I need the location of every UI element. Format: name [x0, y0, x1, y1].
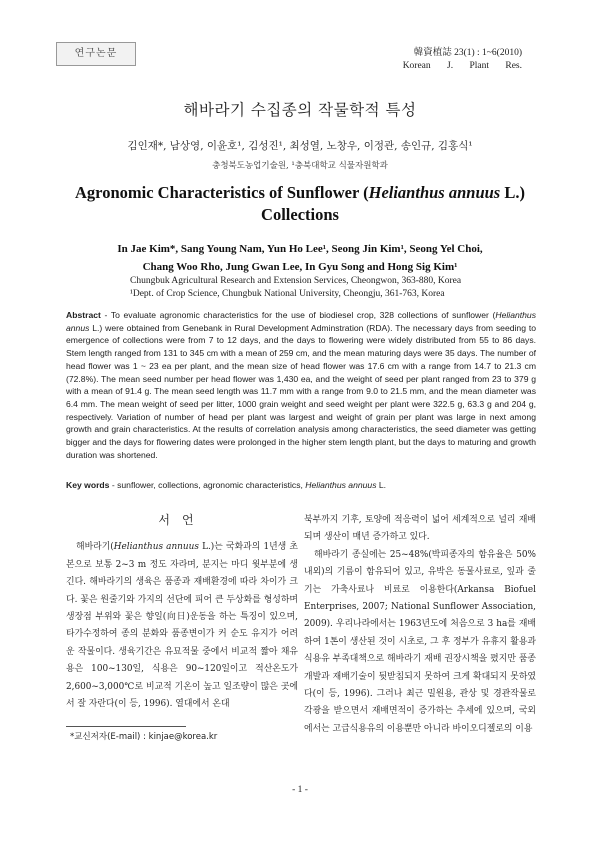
introduction-heading: 서언	[158, 513, 206, 527]
english-affiliation-line2: ¹Dept. of Crop Science, Chungbuk National University, Cheongju, 361-763, Korea	[130, 288, 445, 299]
abstract-text-a: - To evaluate agronomic characteristics for the use of biodiesel crop, 328 collections of sunflower (	[100, 310, 496, 320]
footnote-divider	[66, 726, 186, 727]
intro-paragraph-2: 해바라기 종실에는 25~48%(박피종자의 함유율은 50% 내외)의 기름이 함유되어 있고, 유박은 동물사료로, 잎과 줄기는 가축사료나 비료로 이용한다(Arkansa Biofuel Enterprises, 2007; National Sunflower Association, 2009). 우리나라에서는 1963년도에 처음으로 3 ha를 재배하여 1톤이 생산된 것이 시초로, 그 후 정부가 유휴지 활용과 식용유 부족대책으로 해바라기 재배 권장시책을 폈지만 품종개발과 재배기술이 뒷받침되지 못하여 크게 확대되지 못하였다(이 등, 1996). 그러나 최근 밀원용, 관상 및 경관작물로 각광을 받으면서 재배면적이 증가하는 추세에 있으며, 국외에서는 고급식용유의 이용뿐만 아니라 바이오디젤로의 이용	[304, 549, 536, 734]
english-authors-line2: Chang Woo Rho, Jung Gwan Lee, In Gyu Song and Hong Sig Kim¹	[142, 261, 458, 273]
article-type-tag: 연구논문	[56, 42, 136, 66]
korean-title: 해바라기 수집종의 작물학적 특성	[183, 101, 417, 119]
english-authors-line1: In Jae Kim*, Sang Young Nam, Yun Ho Lee¹, Seong Jin Kim¹, Seong Yel Choi,	[117, 243, 483, 255]
abstract	[66, 309, 536, 461]
english-title-part1: Agronomic Characteristics of Sunflower (	[75, 183, 369, 202]
intro-p1-species: Helianthus annuus	[113, 542, 199, 553]
abstract-text-b: L.) were obtained from Genebank in Rural Development Adminstration (RDA). The necessary days from seeding to emergence of collections were from 7 to 12 days, and the days to flowering were widely distributed from 55 to 86 days. Stem length ranged from 131 to 345 cm with a mean of 259 cm, and the mean maturing days were 35 days. The number of head flower was 1 ~ 23 ea per plant, and the mean size of head flower was 17.6 cm with a range from 14.7 to 21.3 cm (72.8%). The mean seed number per head flower was 1,430 ea, and the weight of seed per plant ranged from 23 to 379 g with a mean of 91.4 g. The mean seed length was 11.7 mm with a range from 9.0 to 21.5 mm, and the mean diameter was 6.4 mm. The mean weight of seed per litter, 1000 grain weight and seed weight per plant were 322.5 g, 63.3 g and 204 g, respectively. Variation of number of head per plant was largest and weight of grain per plant was large in next among growth and grain characteristics. At the results of correlation analysis among characteristics, the seed diameter was getting bigger and the days for flowering dates were prolonged in the higher stem length plant, but the days to maturing and growth duration was shortened.	[66, 322, 536, 460]
korean-affiliation: 충청북도농업기술원, ¹충북대학교 식물자원학과	[212, 161, 388, 171]
english-title	[60, 182, 540, 226]
right-column	[304, 512, 536, 738]
left-column	[66, 510, 298, 713]
journal-citation	[403, 47, 522, 73]
intro-p1-rest: L.)는 국화과의 1년생 초본으로 보통 2~3 m 정도 자라며, 분지는 마디 윗부분에 생긴다. 해바라기의 생육은 품종과 재배환경에 따라 차이가 크다. 꽃은 원줄기와 가지의 선단에 피어 큰 두상화를 형성하며 생장점 부위와 꽃은 향일(向日)운동을 하는 특징이 있으며, 타가수정하여 종의 분화와 품종변이가 커 순도 유지가 어려운 작물이다. 생육기간은 유묘적물 중에서 비교적 짧아 채유용은 100~130일, 식용은 90~120일이고 적산온도가 2,600~3,000℃로 비교적 기온이 높고 일조량이 많은 곳에서 잘 자란다(이 등, 1996). 열대에서 온대	[66, 542, 298, 710]
keywords-species: Helianthus annuus	[305, 480, 377, 490]
keywords-label: Key words	[66, 480, 110, 490]
keywords-text: - sunflower, collections, agronomic characteristics,	[109, 480, 306, 490]
keywords	[66, 480, 536, 490]
english-authors	[70, 240, 530, 276]
abstract-label: Abstract	[66, 310, 101, 320]
journal-citation-line1: 韓資植誌 23(1) : 1~6(2010)	[413, 48, 522, 58]
english-title-part2: L.) Collections	[261, 183, 525, 224]
abstract-species: Helianthus annus	[66, 310, 536, 333]
intro-paragraph-1	[66, 539, 298, 713]
korean-authors: 김인재*, 남상영, 이윤호¹, 김성진¹, 최성열, 노창우, 이정관, 송인규, 김홍식¹	[127, 140, 473, 152]
keywords-end: L.	[376, 480, 387, 490]
journal-citation-line2: Korean J. Plant Res.	[402, 61, 522, 71]
english-affiliation-line1: Chungbuk Agricultural Research and Extension Services, Cheongwon, 363-880, Korea	[130, 276, 462, 286]
english-title-species: Helianthus annuus	[368, 183, 501, 202]
intro-paragraph-continued: 북부까지 기후, 토양에 적응력이 넓어 세계적으로 널리 재배되며 생산이 매년 증가하고 있다.	[304, 515, 536, 543]
corresponding-author-footnote: *교신저자(E-mail) : kinjae@korea.kr	[70, 732, 218, 742]
page-number: - 1 -	[292, 785, 308, 795]
intro-p1-start: 해바라기(	[76, 542, 114, 553]
english-affiliation	[130, 275, 530, 300]
